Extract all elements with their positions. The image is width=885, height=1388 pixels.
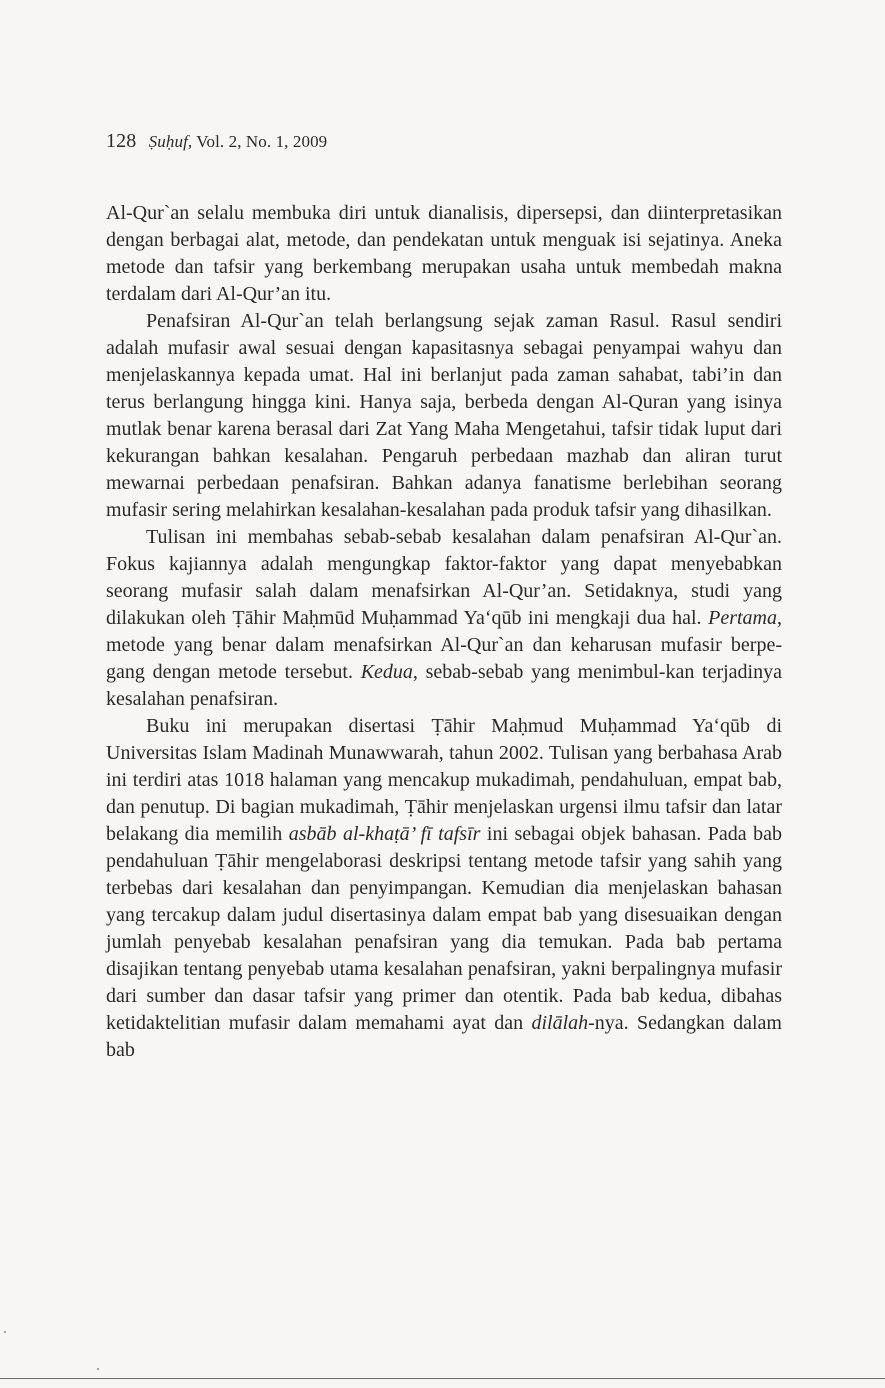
italic-term-dilalah: dilālah <box>531 1012 589 1034</box>
scan-speck <box>97 1368 99 1370</box>
italic-term-pertama: Pertama <box>708 607 777 629</box>
journal-name: Ṣuḥuf, <box>148 132 193 151</box>
text-run: Al-Qur`an selalu membuka diri untuk dianalisis, dipersepsi, dan diinterpretasikan dengan berbagai alat, metode, dan pendekatan untuk menguak isi sejatinya. Aneka metode dan tafsir yang berkembang merupakan usaha untuk membedah makna terdalam dari Al-Qur’an itu. <box>106 202 782 305</box>
running-header <box>106 128 327 155</box>
text-run: Buku ini merupakan disertasi Ṭāhir Maḥmud Muḥammad Ya‘qūb di Universitas Islam Madinah Munawwarah, tahun 2002. Tulisan yang berbahasa Arab ini terdiri atas 1018 halaman yang mencakup mukadimah, pendahuluan, empat bab, dan penutup. Di bagian mukadimah, Ṭāhir menjelaskan urgensi ilmu tafsir dan latar belakang dia memilih <box>106 715 782 845</box>
paragraph-2 <box>106 308 782 524</box>
scan-speck <box>4 1331 6 1333</box>
paragraph-4 <box>106 713 782 1064</box>
article-body <box>106 200 782 1064</box>
paragraph-3 <box>106 524 782 713</box>
text-run: -nya. Sedangkan dalam bab <box>106 1012 782 1061</box>
italic-term-kedua: Kedua <box>360 661 413 683</box>
paragraph-1 <box>106 200 782 308</box>
text-run: Tulisan ini membahas sebab-sebab kesalahan dalam penafsiran Al-Qur`an. Fokus kajiannya adalah mengungkap faktor-faktor yang dapat menyebabkan seorang mufasir salah dalam menafsirkan Al-Qur’an. Setidaknya, studi yang dilakukan oleh Ṭāhir Maḥmūd Muḥammad Ya‘qūb ini mengkaji dua hal. <box>106 526 782 629</box>
scan-edge-line <box>0 1378 885 1379</box>
text-run: Penafsiran Al-Qur`an telah berlangsung sejak zaman Rasul. Rasul sendiri adalah mufasir awal sesuai dengan kapasitasnya sebagai penyampai wahyu dan menjelaskannya kepada umat. Hal ini berlanjut pada zaman sahabat, tabi’in dan terus berlangung hingga kini. Hanya saja, berbeda dengan Al-Quran yang isinya mutlak benar karena berasal dari Zat Yang Maha Mengetahui, tafsir tidak luput dari kekurangan bahkan kesalahan. Pengaruh perbedaan mazhab dan aliran turut mewarnai perbedaan penafsiran. Bahkan adanya fanatisme berlebihan seorang mufasir sering melahirkan kesalahan-kesalahan pada produk tafsir yang dihasilkan. <box>106 310 782 521</box>
text-run: , metode yang benar dalam menafsirkan Al-Qur`an dan keharusan mufasir berpe-gang dengan metode tersebut. <box>106 607 782 683</box>
page-number: 128 <box>106 130 137 152</box>
italic-term-asbab: asbāb al-khaṭā’ fī tafsīr <box>288 823 481 845</box>
journal-issue: Vol. 2, No. 1, 2009 <box>196 132 328 151</box>
text-run: ini sebagai objek bahasan. Pada bab pendahuluan Ṭāhir mengelaborasi deskripsi tentang metode tafsir yang sahih yang terbebas dari kesalahan dan penyimpangan. Kemudian dia menjelaskan bahasan yang tercakup dalam judul disertasinya dalam empat bab yang disesuaikan dengan jumlah penyebab kesalahan penafsiran yang dia temukan. Pada bab pertama disajikan tentang penyebab utama kesalahan penafsiran, yakni berpalingnya mufasir dari sumber dan dasar tafsir yang primer dan otentik. Pada bab kedua, dibahas ketidaktelitian mufasir dalam memahami ayat dan <box>106 823 783 1034</box>
text-run: , sebab-sebab yang menimbul-kan terjadinya kesalahan penafsiran. <box>106 661 782 710</box>
